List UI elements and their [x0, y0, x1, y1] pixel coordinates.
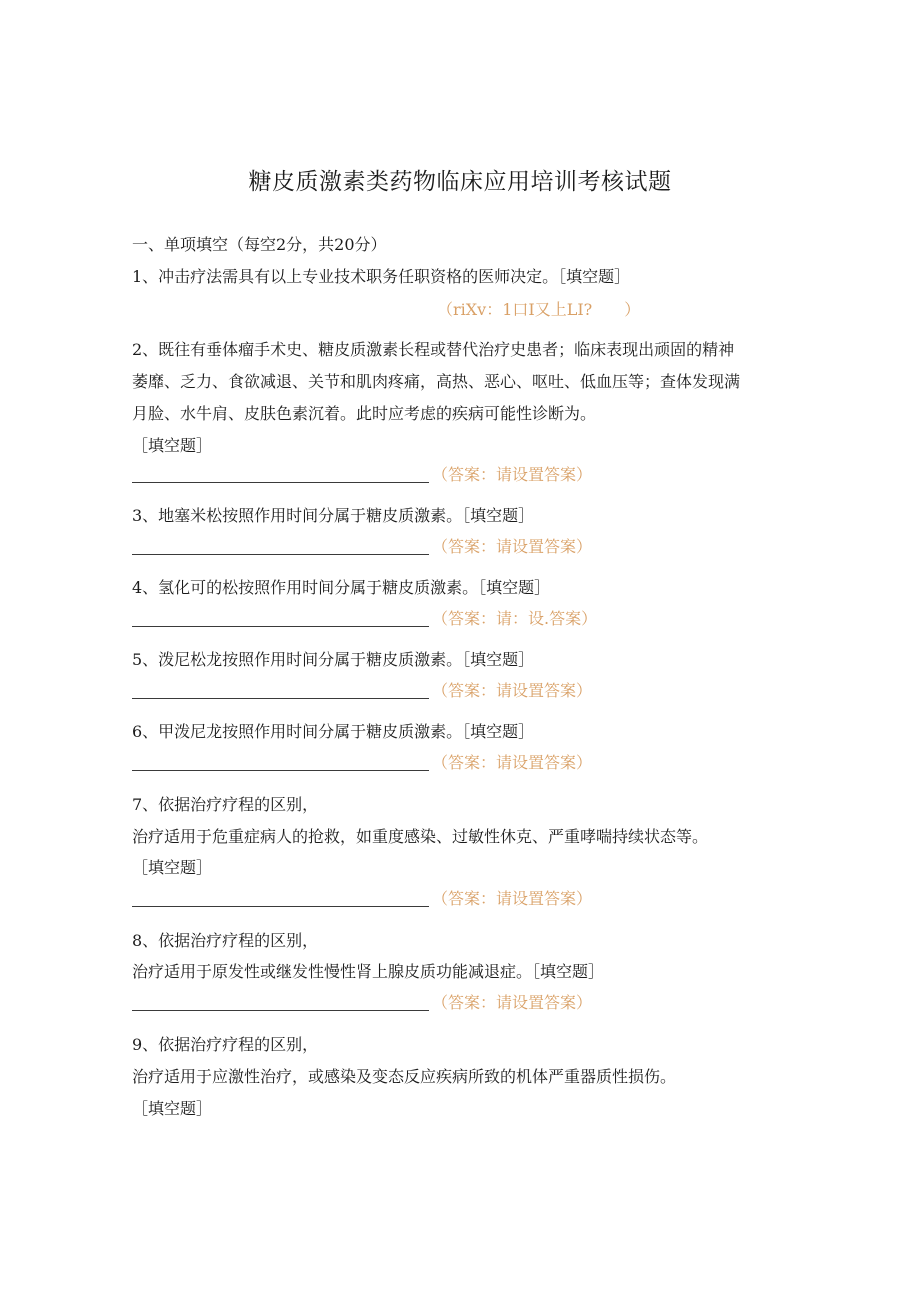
question-text: 3、地塞米松按照作用时间分属于糖皮质激素。［填空题］: [132, 506, 535, 525]
question-type-label: ［填空题］: [132, 858, 213, 877]
answer-blank[interactable]: [132, 770, 429, 771]
question-text: 9、依据治疗疗程的区别，: [132, 1035, 319, 1054]
answer-blank[interactable]: [132, 554, 429, 555]
question-text: 2、既往有垂体瘤手术史、糖皮质激素长程或替代治疗史患者；临床表现出顽固的精神: [132, 340, 735, 359]
question-text: 月脸、水牛肩、皮肤色素沉着。此时应考虑的疾病可能性诊断为。: [132, 404, 597, 423]
question-text: 4、氢化可的松按照作用时间分属于糖皮质激素。［填空题］: [132, 578, 551, 597]
answer-text: （答案：请：设.答案）: [432, 609, 598, 628]
question-text: 5、泼尼松龙按照作用时间分属于糖皮质激素。［填空题］: [132, 650, 535, 669]
question-text: 治疗适用于原发性或继发性慢性肾上腺皮质功能减退症。［填空题］: [132, 962, 605, 981]
answer-text: （答案：请设置答案）: [432, 537, 593, 556]
question-text: 治疗适用于危重症病人的抢救，如重度感染、过敏性休克、严重哮喘持续状态等。: [132, 827, 709, 846]
answer-blank[interactable]: [132, 626, 429, 627]
question-text: 8、依据治疗疗程的区别，: [132, 931, 319, 950]
answer-blank[interactable]: [132, 482, 429, 483]
section-heading: 一、单项填空（每空2分，共20分）: [132, 235, 387, 254]
question-text: 治疗适用于应激性治疗，或感染及变态反应疾病所致的机体严重器质性损伤。: [132, 1067, 677, 1086]
answer-text: （答案：请设置答案）: [432, 889, 593, 908]
answer-blank[interactable]: [132, 1010, 429, 1011]
question-text: 6、甲泼尼龙按照作用时间分属于糖皮质激素。［填空题］: [132, 722, 535, 741]
question-type-label: ［填空题］: [132, 1099, 213, 1118]
answer-text: （答案：请设置答案）: [432, 681, 593, 700]
answer-text: （答案：请设置答案）: [432, 993, 593, 1012]
answer-blank[interactable]: [132, 698, 429, 699]
answer-text: （答案：请设置答案）: [432, 465, 593, 484]
question-type-label: ［填空题］: [132, 436, 213, 455]
answer-blank[interactable]: [132, 906, 429, 907]
question-text: 萎靡、乏力、食欲减退、关节和肌肉疼痛，高热、恶心、呕吐、低血压等；查体发现满: [132, 372, 741, 391]
question-text: 1、冲击疗法需具有以上专业技术职务任职资格的医师决定。［填空题］: [132, 267, 631, 286]
answer-text: （riXv：1口I又上LI? ）: [437, 300, 641, 319]
document-title: 糖皮质激素类药物临床应用培训考核试题: [248, 169, 672, 195]
answer-text: （答案：请设置答案）: [432, 753, 593, 772]
question-text: 7、依据治疗疗程的区别，: [132, 795, 319, 814]
